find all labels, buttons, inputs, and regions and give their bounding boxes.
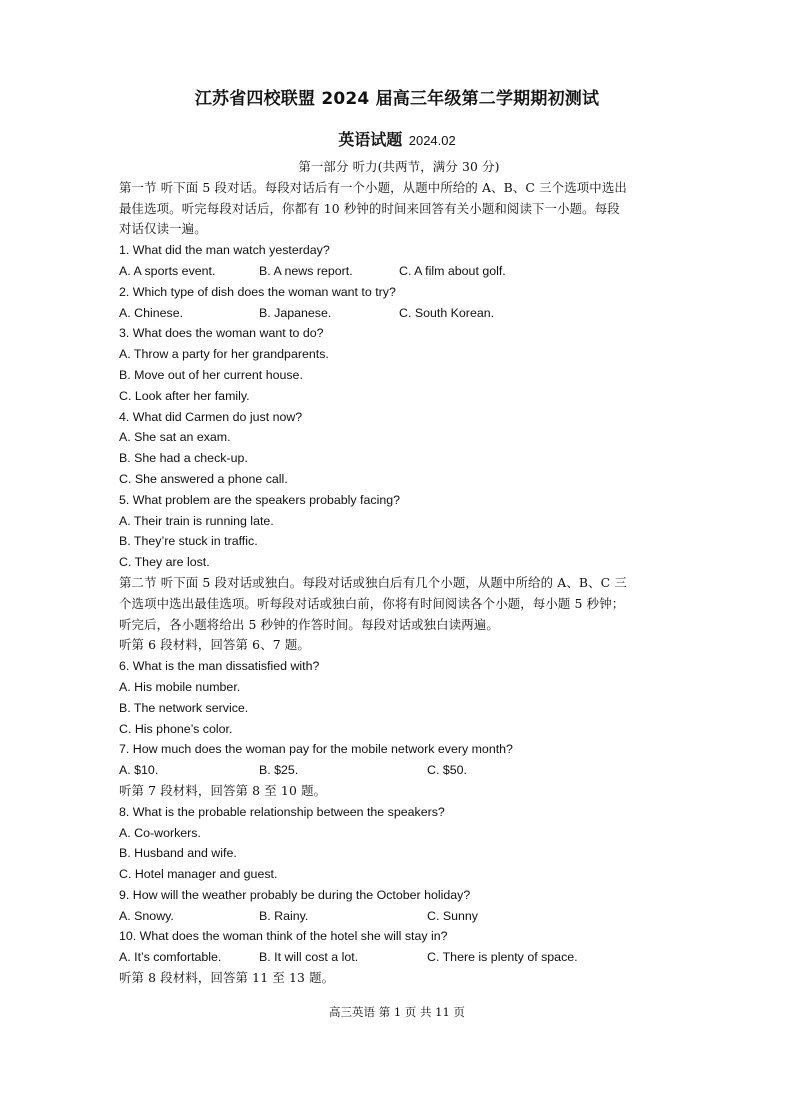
question-options (119, 303, 679, 324)
question-stem: 7. How much does the woman pay for the mobile network every month? (119, 742, 513, 757)
question-stem: 5. What problem are the speakers probably facing? (119, 492, 401, 507)
material-note: 听第 7 段材料，回答第 8 至 10 题。 (119, 782, 327, 798)
option-a: A. Their train is running late. (119, 513, 274, 528)
material-note: 听第 6 段材料，回答第 6、7 题。 (119, 637, 310, 653)
option-b: B. They’re stuck in traffic. (119, 534, 258, 549)
question-options (119, 947, 679, 968)
option-b: B. $25. (259, 763, 299, 778)
option-a: A. Snowy. (119, 908, 174, 923)
option-a: A. She sat an exam. (119, 430, 231, 445)
section-instruction-line: 听完后，各小题将给出 5 秒钟的作答时间。每段对话或独白读两遍。 (119, 616, 499, 632)
option-b: B. It will cost a lot. (259, 950, 359, 965)
question-stem: 6. What is the man dissatisfied with? (119, 659, 320, 674)
option-c: C. His phone’s color. (119, 721, 233, 736)
exam-title: 江苏省四校联盟 2024 届高三年级第二学期期初测试 (194, 89, 600, 109)
option-c: C. Look after her family. (119, 388, 250, 403)
option-c: C. She answered a phone call. (119, 471, 288, 486)
option-b: B. Husband and wife. (119, 846, 237, 861)
option-a: A. Chinese. (119, 305, 184, 320)
exam-subtitle (0, 127, 794, 150)
option-c: C. Hotel manager and guest. (119, 867, 278, 882)
option-c: C. South Korean. (399, 305, 495, 320)
part-heading: 第一部分 听力(共两节，满分 30 分) (298, 159, 500, 174)
option-a: A. $10. (119, 763, 159, 778)
exam-date: 2024.02 (408, 133, 456, 148)
question-stem: 8. What is the probable relationship between the speakers? (119, 804, 445, 819)
option-a: A. Co-workers. (119, 825, 201, 840)
option-a: A. Throw a party for her grandparents. (119, 347, 329, 362)
question-options (119, 906, 679, 927)
exam-content (119, 157, 679, 989)
section-instruction-line: 第一节 听下面 5 段对话。每段对话后有一个小题，从题中所给的 A、B、C 三个选项中选出 (119, 179, 627, 195)
section-instruction-line: 对话仅读一遍。 (119, 221, 207, 237)
option-c: C. They are lost. (119, 555, 210, 570)
material-note: 听第 8 段材料，回答第 11 至 13 题。 (119, 970, 335, 986)
option-b: B. Move out of her current house. (119, 367, 303, 382)
option-a: A. It’s comfortable. (119, 950, 222, 965)
option-b: B. Japanese. (259, 305, 332, 320)
option-c: C. Sunny (427, 908, 478, 923)
option-c: C. There is plenty of space. (427, 950, 578, 965)
question-stem: 3. What does the woman want to do? (119, 326, 324, 341)
section-instruction-line: 最佳选项。听完每段对话后，你都有 10 秒钟的时间来回答有关小题和阅读下一小题。每段 (119, 200, 620, 216)
option-b: B. The network service. (119, 700, 249, 715)
option-c: C. A film about golf. (399, 263, 506, 278)
option-a: A. A sports event. (119, 263, 216, 278)
option-b: B. A news report. (259, 263, 353, 278)
question-stem: 9. How will the weather probably be during the October holiday? (119, 887, 471, 902)
option-b: B. Rainy. (259, 908, 309, 923)
question-options (119, 261, 679, 282)
section-instruction-line: 个选项中选出最佳选项。听每段对话或独白前，你将有时间阅读各个小题，每小题 5 秒钟； (119, 595, 625, 611)
page-footer: 高三英语 第 1 页 共 11 页 (329, 1005, 465, 1019)
question-options (119, 760, 679, 781)
question-stem: 2. Which type of dish does the woman want to try? (119, 284, 396, 299)
subject-title: 英语试题 (338, 130, 403, 149)
section-instruction-line: 第二节 听下面 5 段对话或独白。每段对话或独白后有几个小题，从题中所给的 A、B、C 三 (119, 574, 627, 590)
option-c: C. $50. (427, 763, 467, 778)
option-a: A. His mobile number. (119, 679, 241, 694)
question-stem: 1. What did the man watch yesterday? (119, 243, 330, 258)
question-stem: 4. What did Carmen do just now? (119, 409, 303, 424)
option-b: B. She had a check-up. (119, 451, 248, 466)
question-stem: 10. What does the woman think of the hotel she will stay in? (119, 929, 448, 944)
